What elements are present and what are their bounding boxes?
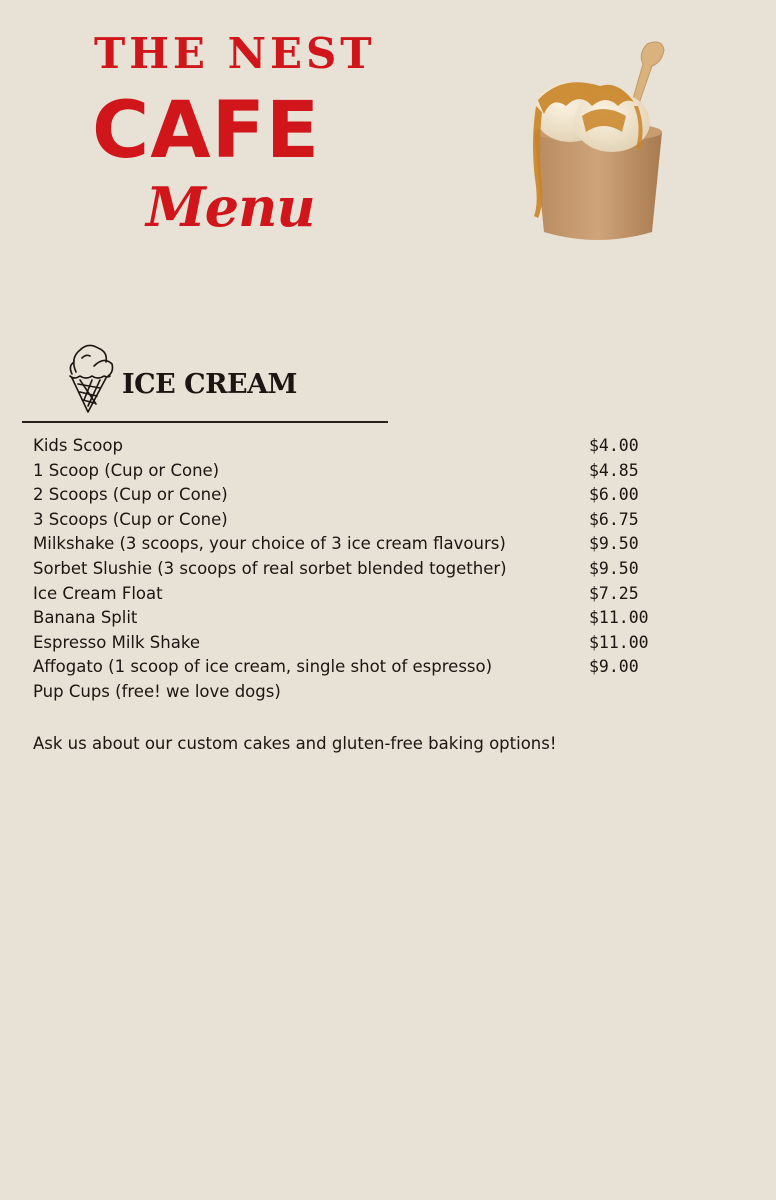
item-price: $6.75 (589, 509, 639, 529)
item-name: Affogato (1 scoop of ice cream, single shot of espresso) (33, 657, 493, 677)
list-item (33, 483, 673, 508)
section-divider (22, 421, 388, 423)
item-name: Banana Split (33, 608, 138, 628)
item-name: Milkshake (3 scoops, your choice of 3 ice cream flavours) (33, 534, 506, 554)
item-price: $9.50 (589, 558, 639, 578)
item-price: $9.50 (589, 534, 639, 554)
item-name: Sorbet Slushie (3 scoops of real sorbet blended together) (33, 558, 507, 578)
menu-list (33, 434, 673, 705)
list-item (33, 532, 673, 557)
list-item (33, 557, 673, 582)
item-price: $11.00 (589, 608, 649, 628)
item-price: $7.25 (589, 583, 639, 603)
item-price: $6.00 (589, 485, 639, 505)
item-price: $9.00 (589, 657, 639, 677)
list-item (33, 508, 673, 533)
ice-cream-cone-icon (66, 340, 114, 414)
item-price: $4.85 (589, 460, 639, 480)
item-name: 3 Scoops (Cup or Cone) (33, 509, 228, 529)
item-name: Kids Scoop (33, 436, 123, 455)
section-title: ICE CREAM (122, 369, 297, 400)
brand-title-line3: Menu (146, 175, 315, 239)
item-name: Espresso Milk Shake (33, 632, 200, 652)
list-item (33, 655, 673, 680)
item-price: $11.00 (589, 632, 649, 652)
list-item (33, 459, 673, 484)
brand-title-line1: THE NEST (94, 29, 376, 78)
item-name: Ice Cream Float (33, 583, 163, 603)
item-name: 2 Scoops (Cup or Cone) (33, 485, 228, 505)
list-item (33, 631, 673, 656)
list-item (33, 582, 673, 607)
ice-cream-cup-with-caramel-photo (522, 36, 672, 246)
footer-note: Ask us about our custom cakes and gluten-free baking options! (33, 734, 557, 753)
item-price: $4.00 (589, 436, 639, 455)
list-item (33, 434, 673, 459)
item-name: Pup Cups (free! we love dogs) (33, 681, 281, 701)
list-item (33, 606, 673, 631)
list-item (33, 680, 673, 705)
item-name: 1 Scoop (Cup or Cone) (33, 460, 220, 480)
brand-title-line2: CAFE (92, 86, 321, 176)
